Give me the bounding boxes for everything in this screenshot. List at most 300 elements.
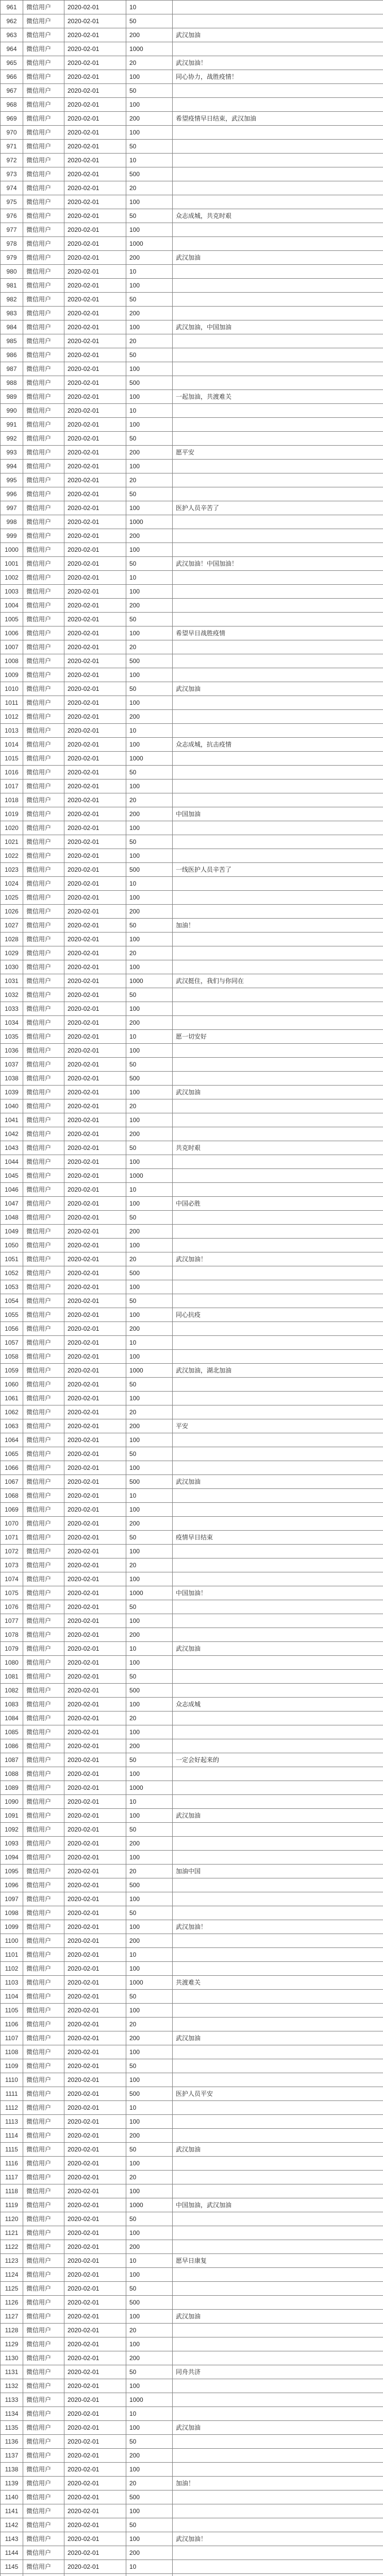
table-row [1,1934,383,1948]
table-row [1,1086,383,1099]
row-amount-cell: 200 [126,2129,173,2143]
row-note-cell [173,1600,383,1614]
row-channel-cell: 微信用户 [23,1572,64,1586]
table-row [1,599,383,613]
row-channel-cell: 微信用户 [23,2379,64,2393]
row-date-cell: 2020-02-01 [64,877,126,891]
row-id-cell: 1019 [1,807,23,821]
row-channel-cell: 微信用户 [23,640,64,654]
row-note-cell [173,696,383,710]
row-amount-cell: 10 [126,1183,173,1197]
row-channel-cell: 微信用户 [23,1141,64,1155]
table-row [1,863,383,877]
row-amount-cell: 50 [126,1141,173,1155]
row-id-cell: 1095 [1,1865,23,1878]
row-id-cell: 1062 [1,1405,23,1419]
row-date-cell: 2020-02-01 [64,1892,126,1906]
table-row [1,766,383,779]
row-note-cell [173,1155,383,1169]
row-date-cell: 2020-02-01 [64,835,126,849]
table-row [1,2101,383,2115]
row-amount-cell: 50 [126,348,173,362]
table-row [1,418,383,432]
table-row [1,1725,383,1739]
row-id-cell [1,2574,23,2576]
row-amount-cell: 200 [126,1322,173,1336]
row-channel-cell: 微信用户 [23,154,64,167]
row-note-cell [173,2546,383,2560]
table-row [1,1851,383,1865]
row-amount-cell: 200 [126,529,173,543]
row-id-cell: 1005 [1,613,23,626]
table-row [1,404,383,418]
row-amount-cell: 200 [126,905,173,919]
row-id-cell: 1048 [1,1211,23,1225]
table-row [1,1475,383,1489]
row-date-cell: 2020-02-01 [64,2101,126,2115]
table-row [1,14,383,28]
row-note-cell [173,279,383,293]
row-date-cell: 2020-02-01 [64,1447,126,1461]
row-amount-cell: 20 [126,2171,173,2184]
row-id-cell: 1016 [1,766,23,779]
table-row [1,140,383,154]
row-channel-cell: 微信用户 [23,1906,64,1920]
table-row [1,1865,383,1878]
table-row [1,1072,383,1086]
row-id-cell: 1054 [1,1294,23,1308]
row-channel-cell: 微信用户 [23,2546,64,2560]
row-amount-cell: 1000 [126,974,173,988]
row-note-cell: 平安 [173,1419,383,1433]
row-amount-cell: 500 [126,1878,173,1892]
row-note-cell [173,2324,383,2337]
row-id-cell: 1072 [1,1545,23,1558]
table-row [1,154,383,167]
row-date-cell: 2020-02-01 [64,1294,126,1308]
table-row [1,1294,383,1308]
row-note-cell [173,1892,383,1906]
row-note-cell: 武汉加油！ [173,1920,383,1934]
row-date-cell: 2020-02-01 [64,933,126,946]
row-id-cell: 1051 [1,1252,23,1266]
row-channel-cell: 微信用户 [23,209,64,223]
row-id-cell: 968 [1,98,23,112]
table-row [1,752,383,766]
row-amount-cell: 100 [126,1308,173,1322]
row-channel-cell: 微信用户 [23,2087,64,2101]
row-amount-cell: 200 [126,1739,173,1753]
row-id-cell: 1012 [1,710,23,724]
row-channel-cell: 微信用户 [23,2031,64,2045]
row-channel-cell: 微信用户 [23,2004,64,2018]
row-date-cell: 2020-02-01 [64,2031,126,2045]
row-id-cell: 1114 [1,2129,23,2143]
row-channel-cell: 微信用户 [23,2351,64,2365]
row-channel-cell: 微信用户 [23,2560,64,2574]
table-row [1,1976,383,1990]
row-channel-cell: 微信用户 [23,807,64,821]
row-date-cell: 2020-02-01 [64,2518,126,2532]
row-note-cell [173,1781,383,1795]
row-note-cell [173,1837,383,1851]
table-row [1,98,383,112]
row-note-cell [173,2560,383,2574]
row-date-cell: 2020-02-01 [64,1642,126,1656]
row-note-cell: 中国加油 [173,807,383,821]
row-note-cell: 加油！ [173,2477,383,2490]
table-row [1,2240,383,2254]
row-amount-cell: 50 [126,1823,173,1837]
row-note-cell [173,2504,383,2518]
row-date-cell: 2020-02-01 [64,1072,126,1086]
row-channel-cell: 微信用户 [23,1086,64,1099]
table-row [1,682,383,696]
table-row [1,1350,383,1364]
row-amount-cell: 50 [126,84,173,98]
row-note-cell [173,515,383,529]
table-row [1,1795,383,1809]
row-date-cell: 2020-02-01 [64,946,126,960]
row-date-cell: 2020-02-01 [64,2198,126,2212]
row-channel-cell: 微信用户 [23,1795,64,1809]
row-date-cell: 2020-02-01 [64,2143,126,2157]
row-note-cell [173,1,383,14]
row-note-cell [173,2184,383,2198]
row-channel-cell: 微信用户 [23,835,64,849]
row-channel-cell: 微信用户 [23,293,64,307]
row-date-cell: 2020-02-01 [64,668,126,682]
row-amount-cell: 50 [126,1990,173,2004]
row-id-cell: 1020 [1,821,23,835]
row-date-cell: 2020-02-01 [64,446,126,460]
row-id-cell: 961 [1,1,23,14]
row-channel-cell: 微信用户 [23,2435,64,2449]
row-date-cell: 2020-02-01 [64,2018,126,2031]
row-amount-cell: 100 [126,1851,173,1865]
row-amount-cell: 100 [126,2504,173,2518]
row-id-cell: 963 [1,28,23,42]
row-note-cell [173,2574,383,2576]
row-note-cell [173,1044,383,1058]
row-amount-cell: 50 [126,988,173,1002]
table-row [1,529,383,543]
row-channel-cell: 微信用户 [23,1990,64,2004]
row-channel-cell: 微信用户 [23,1586,64,1600]
row-channel-cell: 微信用户 [23,1684,64,1698]
row-amount-cell: 100 [126,1280,173,1294]
row-channel-cell: 微信用户 [23,1920,64,1934]
table-row [1,1920,383,1934]
row-note-cell [173,1489,383,1503]
row-note-cell [173,2212,383,2226]
table-row [1,654,383,668]
row-note-cell [173,668,383,682]
row-date-cell: 2020-02-01 [64,1976,126,1990]
row-id-cell: 1131 [1,2365,23,2379]
table-row [1,1322,383,1336]
row-id-cell: 1049 [1,1225,23,1239]
row-amount-cell: 200 [126,2031,173,2045]
row-note-cell [173,1558,383,1572]
table-row [1,320,383,334]
row-id-cell: 1071 [1,1531,23,1545]
row-channel-cell: 微信用户 [23,2449,64,2463]
row-id-cell: 1004 [1,599,23,613]
row-id-cell: 975 [1,195,23,209]
row-id-cell: 1133 [1,2393,23,2407]
row-amount-cell: 100 [126,933,173,946]
row-note-cell [173,237,383,251]
row-id-cell: 1136 [1,2435,23,2449]
row-amount-cell: 100 [126,779,173,793]
row-channel-cell: 微信用户 [23,821,64,835]
row-id-cell: 1061 [1,1392,23,1405]
row-note-cell [173,1990,383,2004]
row-id-cell: 1037 [1,1058,23,1072]
row-amount-cell: 500 [126,1684,173,1698]
row-date-cell: 2020-02-01 [64,1197,126,1211]
row-amount-cell: 10 [126,1948,173,1962]
row-amount-cell: 20 [126,56,173,70]
row-date-cell: 2020-02-01 [64,2240,126,2254]
table-row [1,1378,383,1392]
row-id-cell: 1141 [1,2504,23,2518]
table-row [1,738,383,752]
row-amount-cell: 50 [126,919,173,933]
table-row [1,779,383,793]
table-row [1,2045,383,2059]
row-date-cell: 2020-02-01 [64,2393,126,2407]
row-note-cell [173,1906,383,1920]
row-amount-cell: 100 [126,2532,173,2546]
row-channel-cell: 微信用户 [23,2490,64,2504]
row-channel-cell: 微信用户 [23,905,64,919]
row-date-cell: 2020-02-01 [64,710,126,724]
row-amount-cell: 100 [126,2226,173,2240]
row-date-cell: 2020-02-01 [64,1823,126,1837]
row-channel-cell: 微信用户 [23,1739,64,1753]
row-channel-cell: 微信用户 [23,1,64,14]
row-id-cell: 1018 [1,793,23,807]
row-amount-cell: 500 [126,2087,173,2101]
row-amount-cell: 100 [126,1698,173,1711]
row-amount-cell: 100 [126,1920,173,1934]
row-amount-cell: 100 [126,1113,173,1127]
row-note-cell [173,2490,383,2504]
row-date-cell: 2020-02-01 [64,1503,126,1517]
row-channel-cell: 微信用户 [23,1851,64,1865]
row-date-cell: 2020-02-01 [64,1948,126,1962]
row-amount-cell: 100 [126,1767,173,1781]
row-channel-cell: 微信用户 [23,1280,64,1294]
row-id-cell: 1058 [1,1350,23,1364]
table-row [1,1308,383,1322]
row-channel-cell: 微信用户 [23,585,64,599]
row-date-cell: 2020-02-01 [64,2435,126,2449]
row-note-cell [173,1239,383,1252]
row-date-cell: 2020-02-01 [64,1086,126,1099]
row-id-cell: 1113 [1,2115,23,2129]
row-note-cell [173,98,383,112]
row-id-cell: 1013 [1,724,23,738]
row-date-cell: 2020-02-01 [64,1308,126,1322]
table-row [1,2198,383,2212]
row-date-cell: 2020-02-01 [64,891,126,905]
row-date-cell: 2020-02-01 [64,2504,126,2518]
row-channel-cell: 微信用户 [23,1531,64,1545]
table-row [1,807,383,821]
row-id-cell: 1140 [1,2490,23,2504]
row-date-cell: 2020-02-01 [64,2379,126,2393]
row-amount-cell: 50 [126,557,173,571]
table-row [1,821,383,835]
row-channel-cell: 微信用户 [23,2393,64,2407]
row-channel-cell: 微信用户 [23,2101,64,2115]
row-date-cell: 2020-02-01 [64,1531,126,1545]
row-id-cell: 1139 [1,2477,23,2490]
row-channel-cell: 微信用户 [23,2463,64,2477]
row-channel-cell: 微信用户 [23,1475,64,1489]
row-note-cell [173,1225,383,1239]
row-id-cell: 980 [1,265,23,279]
row-id-cell: 992 [1,432,23,446]
row-amount-cell: 20 [126,793,173,807]
table-row [1,2073,383,2087]
row-note-cell [173,2337,383,2351]
row-channel-cell: 微信用户 [23,1183,64,1197]
row-date-cell: 2020-02-01 [64,2324,126,2337]
row-date-cell: 2020-02-01 [64,1962,126,1976]
row-id-cell: 1109 [1,2059,23,2073]
row-amount-cell: 100 [126,2004,173,2018]
row-channel-cell: 微信用户 [23,1767,64,1781]
row-id-cell: 1076 [1,1600,23,1614]
row-date-cell: 2020-02-01 [64,2157,126,2171]
row-channel-cell: 微信用户 [23,181,64,195]
row-note-cell [173,2518,383,2532]
row-note-cell [173,42,383,56]
row-amount-cell: 10 [126,2101,173,2115]
table-row [1,2031,383,2045]
row-amount-cell: 200 [126,1934,173,1948]
row-amount-cell: 200 [126,599,173,613]
table-row [1,1823,383,1837]
row-date-cell: 2020-02-01 [64,905,126,919]
ledger-body [1,1,383,2576]
row-channel-cell: 微信用户 [23,223,64,237]
row-id-cell: 1143 [1,2532,23,2546]
row-id-cell: 1053 [1,1280,23,1294]
row-note-cell [173,84,383,98]
row-channel-cell: 微信用户 [23,738,64,752]
table-row [1,1739,383,1753]
table-row [1,2087,383,2101]
table-row [1,348,383,362]
row-channel-cell: 微信用户 [23,460,64,473]
row-date-cell: 2020-02-01 [64,1392,126,1405]
table-row [1,1419,383,1433]
row-amount-cell: 100 [126,849,173,863]
table-row [1,487,383,501]
row-id-cell: 1085 [1,1725,23,1739]
row-date-cell: 2020-02-01 [64,348,126,362]
row-amount-cell: 1000 [126,2198,173,2212]
row-channel-cell: 微信用户 [23,2226,64,2240]
row-note-cell [173,1072,383,1086]
row-date-cell: 2020-02-01 [64,1781,126,1795]
table-row [1,933,383,946]
row-amount-cell: 20 [126,1558,173,1572]
row-date-cell: 2020-02-01 [64,2477,126,2490]
table-row [1,1169,383,1183]
row-channel-cell [23,2574,64,2576]
row-channel-cell: 微信用户 [23,251,64,265]
row-channel-cell: 微信用户 [23,2365,64,2379]
table-row [1,2143,383,2157]
row-note-cell [173,1113,383,1127]
row-amount-cell: 100 [126,1002,173,1016]
row-amount-cell: 10 [126,2254,173,2268]
row-channel-cell: 微信用户 [23,543,64,557]
row-id-cell: 1078 [1,1628,23,1642]
row-amount-cell: 10 [126,571,173,585]
row-amount-cell: 50 [126,2059,173,2073]
row-id-cell: 964 [1,42,23,56]
row-note-cell [173,1711,383,1725]
table-row [1,2171,383,2184]
row-channel-cell: 微信用户 [23,473,64,487]
row-id-cell: 971 [1,140,23,154]
table-row [1,557,383,571]
row-amount-cell: 10 [126,404,173,418]
row-channel-cell: 微信用户 [23,28,64,42]
row-amount-cell: 20 [126,473,173,487]
row-id-cell: 998 [1,515,23,529]
row-channel-cell: 微信用户 [23,1016,64,1030]
row-note-cell [173,1517,383,1531]
row-channel-cell: 微信用户 [23,446,64,460]
row-date-cell: 2020-02-01 [64,1809,126,1823]
row-channel-cell: 微信用户 [23,126,64,140]
row-amount-cell: 10 [126,2560,173,2574]
row-id-cell: 1007 [1,640,23,654]
row-date-cell: 2020-02-01 [64,1,126,14]
row-channel-cell: 微信用户 [23,265,64,279]
row-amount-cell [126,2574,173,2576]
row-channel-cell: 微信用户 [23,1558,64,1572]
row-id-cell: 1057 [1,1336,23,1350]
row-id-cell: 1059 [1,1364,23,1378]
row-amount-cell: 100 [126,2115,173,2129]
row-channel-cell: 微信用户 [23,1614,64,1628]
row-channel-cell: 微信用户 [23,2477,64,2490]
row-channel-cell: 微信用户 [23,1656,64,1670]
row-date-cell: 2020-02-01 [64,1364,126,1378]
row-amount-cell: 200 [126,1517,173,1531]
row-note-cell [173,1266,383,1280]
row-channel-cell: 微信用户 [23,1865,64,1878]
row-id-cell: 1083 [1,1698,23,1711]
row-amount-cell: 100 [126,362,173,376]
row-id-cell: 974 [1,181,23,195]
row-date-cell: 2020-02-01 [64,1586,126,1600]
row-note-cell: 武汉加油 [173,2143,383,2157]
row-channel-cell: 微信用户 [23,1642,64,1656]
row-note-cell [173,1851,383,1865]
row-amount-cell: 500 [126,2296,173,2310]
row-amount-cell: 50 [126,2212,173,2226]
